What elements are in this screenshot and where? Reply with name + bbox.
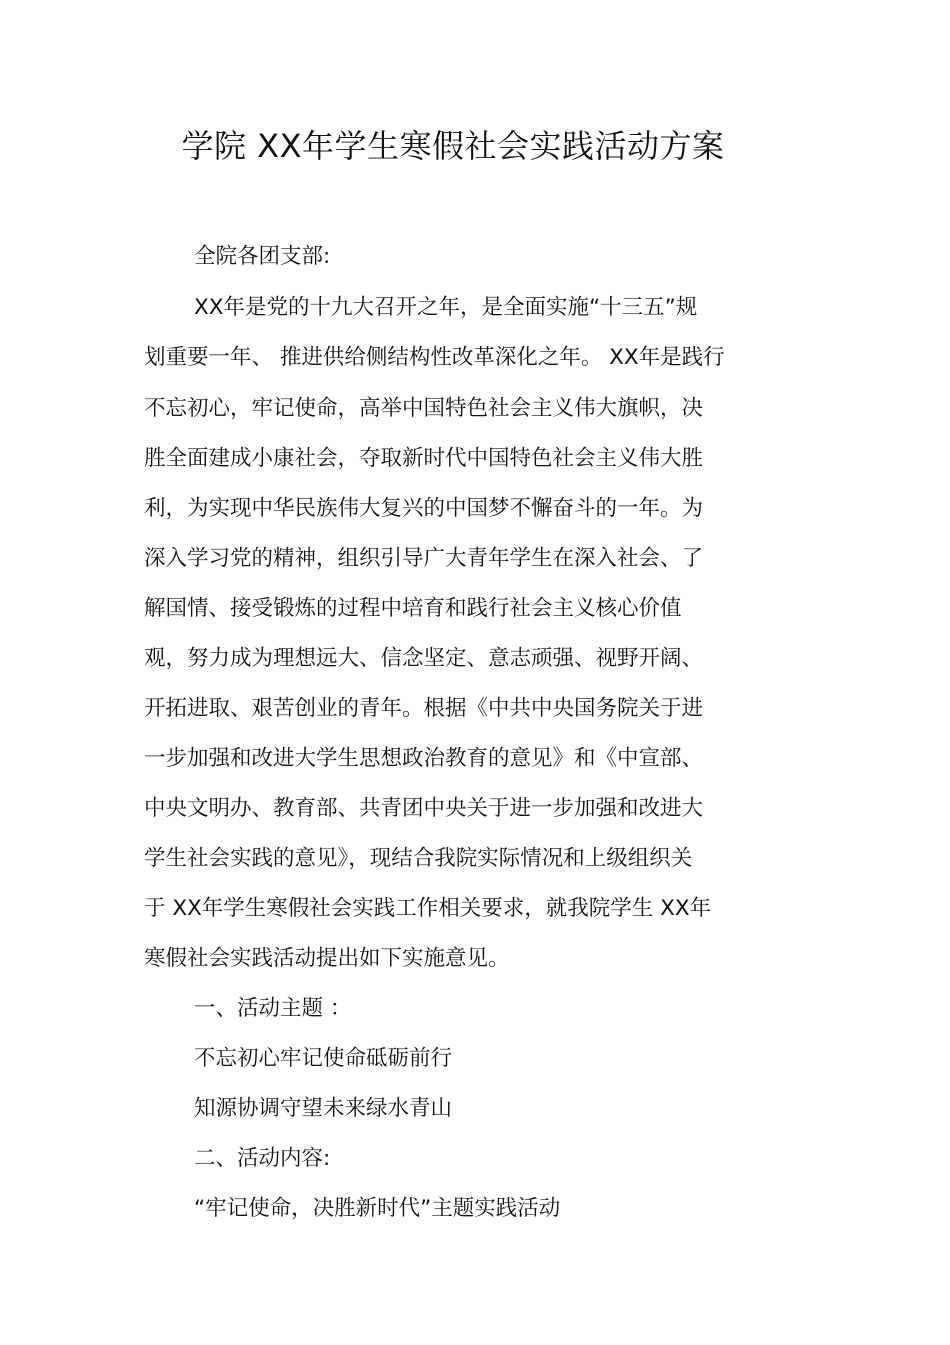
paragraph-line: 解国情、接受锻炼的过程中培育和践行社会主义核心价值 [144, 596, 682, 621]
paragraph-line: 划重要一年、 推进供给侧结构性改革深化之年。 XX年是践行 [144, 345, 725, 370]
document-title: 学院 XX年学生寒假社会实践活动方案 [181, 127, 725, 165]
section-heading-theme: 一、活动主题 ： [194, 996, 352, 1021]
paragraph-line: 寒假社会实践活动提出如下实施意见。 [144, 946, 510, 971]
paragraph-line: XX年是党的十九大召开之年，是全面实施“十三五”规 [194, 295, 698, 320]
paragraph-line: 于 XX年学生寒假社会实践工作相关要求，就我院学生 XX年 [144, 896, 712, 921]
paragraph-line: 深入学习党的精神，组织引导广大青年学生在深入社会、了 [144, 546, 704, 571]
theme-line: 知源协调守望未来绿水青山 [194, 1096, 453, 1121]
paragraph-line: 利，为实现中华民族伟大复兴的中国梦不懈奋斗的一年。为 [144, 496, 704, 521]
salutation: 全院各团支部: [194, 244, 331, 269]
section-heading-content: 二、活动内容: [194, 1146, 331, 1171]
paragraph-line: 中央文明办、教育部、共青团中央关于进一步加强和改进大 [144, 796, 704, 821]
paragraph-line: 胜全面建成小康社会，夺取新时代中国特色社会主义伟大胜 [144, 446, 704, 471]
paragraph-line: 观，努力成为理想远大、信念坚定、意志顽强、视野开阔、 [144, 646, 704, 671]
paragraph-line: 不忘初心，牢记使命，高举中国特色社会主义伟大旗帜，决 [144, 396, 704, 421]
content-item: “牢记使命，决胜新时代”主题实践活动 [194, 1196, 561, 1221]
theme-line: 不忘初心牢记使命砥砺前行 [194, 1046, 453, 1071]
paragraph-line: 一步加强和改进大学生思想政治教育的意见》和《中宣部、 [144, 746, 704, 771]
paragraph-line: 学生社会实践的意见》，现结合我院实际情况和上级组织关 [144, 846, 693, 871]
paragraph-line: 开拓进取、艰苦创业的青年。根据《中共中央国务院关于进 [144, 696, 704, 721]
